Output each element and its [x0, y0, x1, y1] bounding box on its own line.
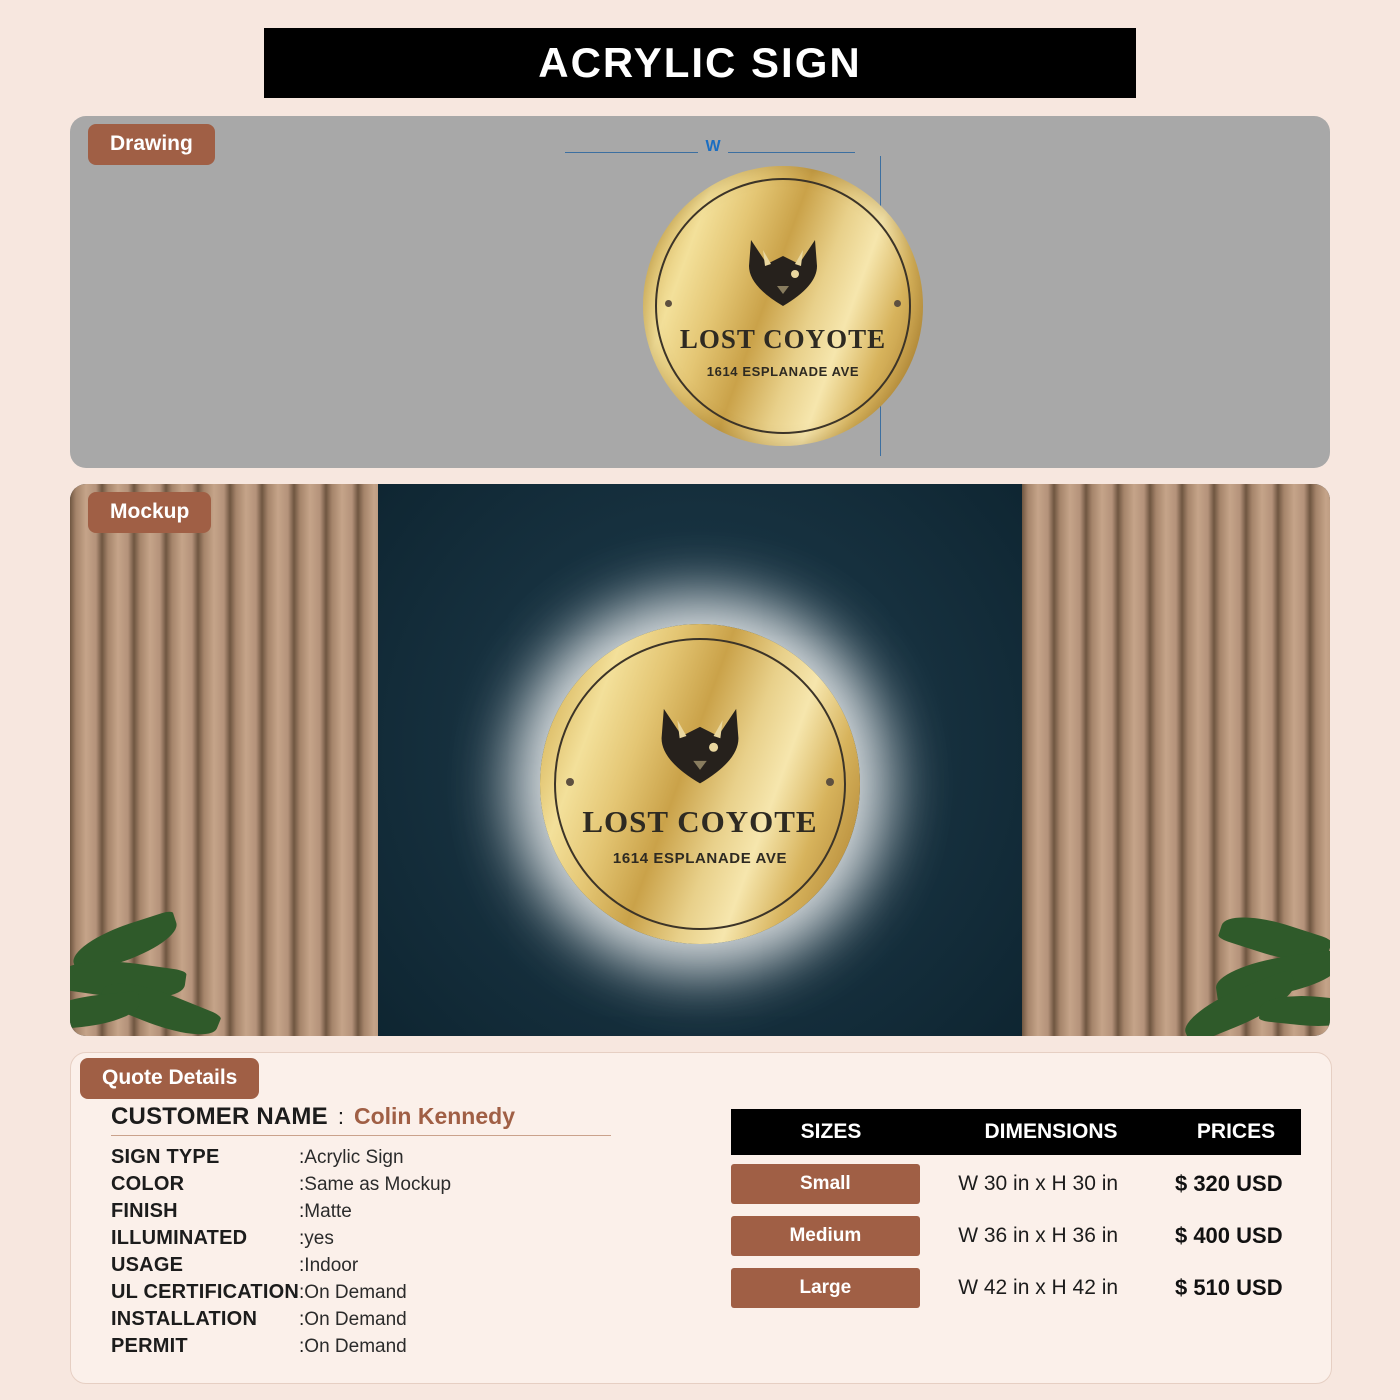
spec-value: yes	[304, 1228, 334, 1249]
plant-right-decoration	[1130, 896, 1330, 1036]
page-title: ACRYLIC SIGN	[538, 39, 862, 86]
quote-specs-block	[97, 1103, 657, 1360]
header-prices: PRICES	[1196, 1120, 1276, 1143]
size-label-large: Large	[731, 1268, 920, 1308]
table-row	[111, 1306, 451, 1333]
sign-business-name: LOST COYOTE	[582, 803, 818, 839]
spec-key: INSTALLATION	[111, 1308, 258, 1330]
table-row	[111, 1225, 451, 1252]
size-label-small: Small	[731, 1164, 920, 1204]
spec-colon: :	[299, 1174, 305, 1195]
dimensions-small: W 30 in x H 30 in	[958, 1172, 1119, 1195]
spec-value: On Demand	[304, 1309, 407, 1330]
spec-key: UL CERTIFICATION	[111, 1281, 300, 1303]
customer-name-row	[111, 1103, 611, 1136]
drawing-panel	[70, 116, 1330, 468]
table-row	[731, 1161, 1301, 1207]
sizes-pricing-table	[731, 1109, 1301, 1311]
sign-mockup-preview	[540, 624, 860, 944]
size-label-medium: Medium	[731, 1216, 920, 1256]
spec-colon: :	[299, 1309, 305, 1330]
spec-value: On Demand	[304, 1282, 407, 1303]
spec-key: FINISH	[111, 1200, 178, 1222]
sign-address: 1614 ESPLANADE AVE	[706, 363, 860, 379]
customer-name-colon: :	[337, 1104, 344, 1129]
spec-value: Same as Mockup	[304, 1174, 452, 1195]
spec-value: Matte	[304, 1201, 352, 1222]
customer-name-label: CUSTOMER NAME	[111, 1103, 328, 1130]
table-row	[731, 1213, 1301, 1259]
page-title-bar	[264, 28, 1136, 98]
sign-address: 1614 ESPLANADE AVE	[612, 849, 788, 867]
spec-colon: :	[299, 1147, 305, 1168]
spec-colon: :	[299, 1336, 305, 1357]
sign-content	[643, 166, 923, 446]
sign-drawing-preview	[643, 166, 923, 446]
dimensions-medium: W 36 in x H 36 in	[958, 1224, 1119, 1247]
price-small: $ 320 USD	[1174, 1171, 1283, 1196]
spec-value: On Demand	[304, 1336, 407, 1357]
mockup-panel	[70, 484, 1330, 1036]
coyote-head-icon	[737, 234, 829, 310]
table-row	[111, 1333, 451, 1360]
drawing-section-tab: Drawing	[88, 124, 215, 165]
spec-colon: :	[299, 1228, 305, 1249]
spec-colon: :	[299, 1255, 305, 1276]
table-row	[111, 1144, 451, 1171]
coyote-head-icon	[648, 702, 752, 788]
header-sizes: SIZES	[800, 1120, 862, 1143]
width-dimension-label: W	[698, 138, 728, 156]
sizes-table-header	[731, 1109, 1301, 1155]
spec-key: ILLUMINATED	[111, 1227, 248, 1249]
table-row	[111, 1279, 451, 1306]
sign-content	[540, 624, 860, 944]
table-row	[111, 1171, 451, 1198]
spec-value: Acrylic Sign	[304, 1147, 404, 1168]
spec-colon: :	[299, 1282, 305, 1303]
price-medium: $ 400 USD	[1174, 1223, 1283, 1248]
mockup-section-tab: Mockup	[88, 492, 211, 533]
spec-key: PERMIT	[111, 1335, 188, 1357]
spec-key: SIGN TYPE	[111, 1146, 220, 1168]
table-row	[731, 1265, 1301, 1311]
price-large: $ 510 USD	[1174, 1275, 1283, 1300]
dimensions-large: W 42 in x H 42 in	[958, 1276, 1119, 1299]
specs-table	[111, 1144, 451, 1360]
drawing-stage	[70, 116, 1330, 468]
spec-value: Indoor	[304, 1255, 359, 1276]
spec-key: USAGE	[111, 1254, 184, 1276]
sign-business-name: LOST COYOTE	[679, 323, 887, 354]
quote-details-section-tab: Quote Details	[80, 1058, 259, 1099]
customer-name-value: Colin Kennedy	[353, 1103, 515, 1129]
header-dimensions: DIMENSIONS	[984, 1120, 1118, 1143]
quote-details-panel	[70, 1052, 1332, 1384]
table-row	[111, 1198, 451, 1225]
spec-key: COLOR	[111, 1173, 185, 1195]
table-row	[111, 1252, 451, 1279]
plant-left-decoration	[70, 896, 270, 1036]
spec-colon: :	[299, 1201, 305, 1222]
